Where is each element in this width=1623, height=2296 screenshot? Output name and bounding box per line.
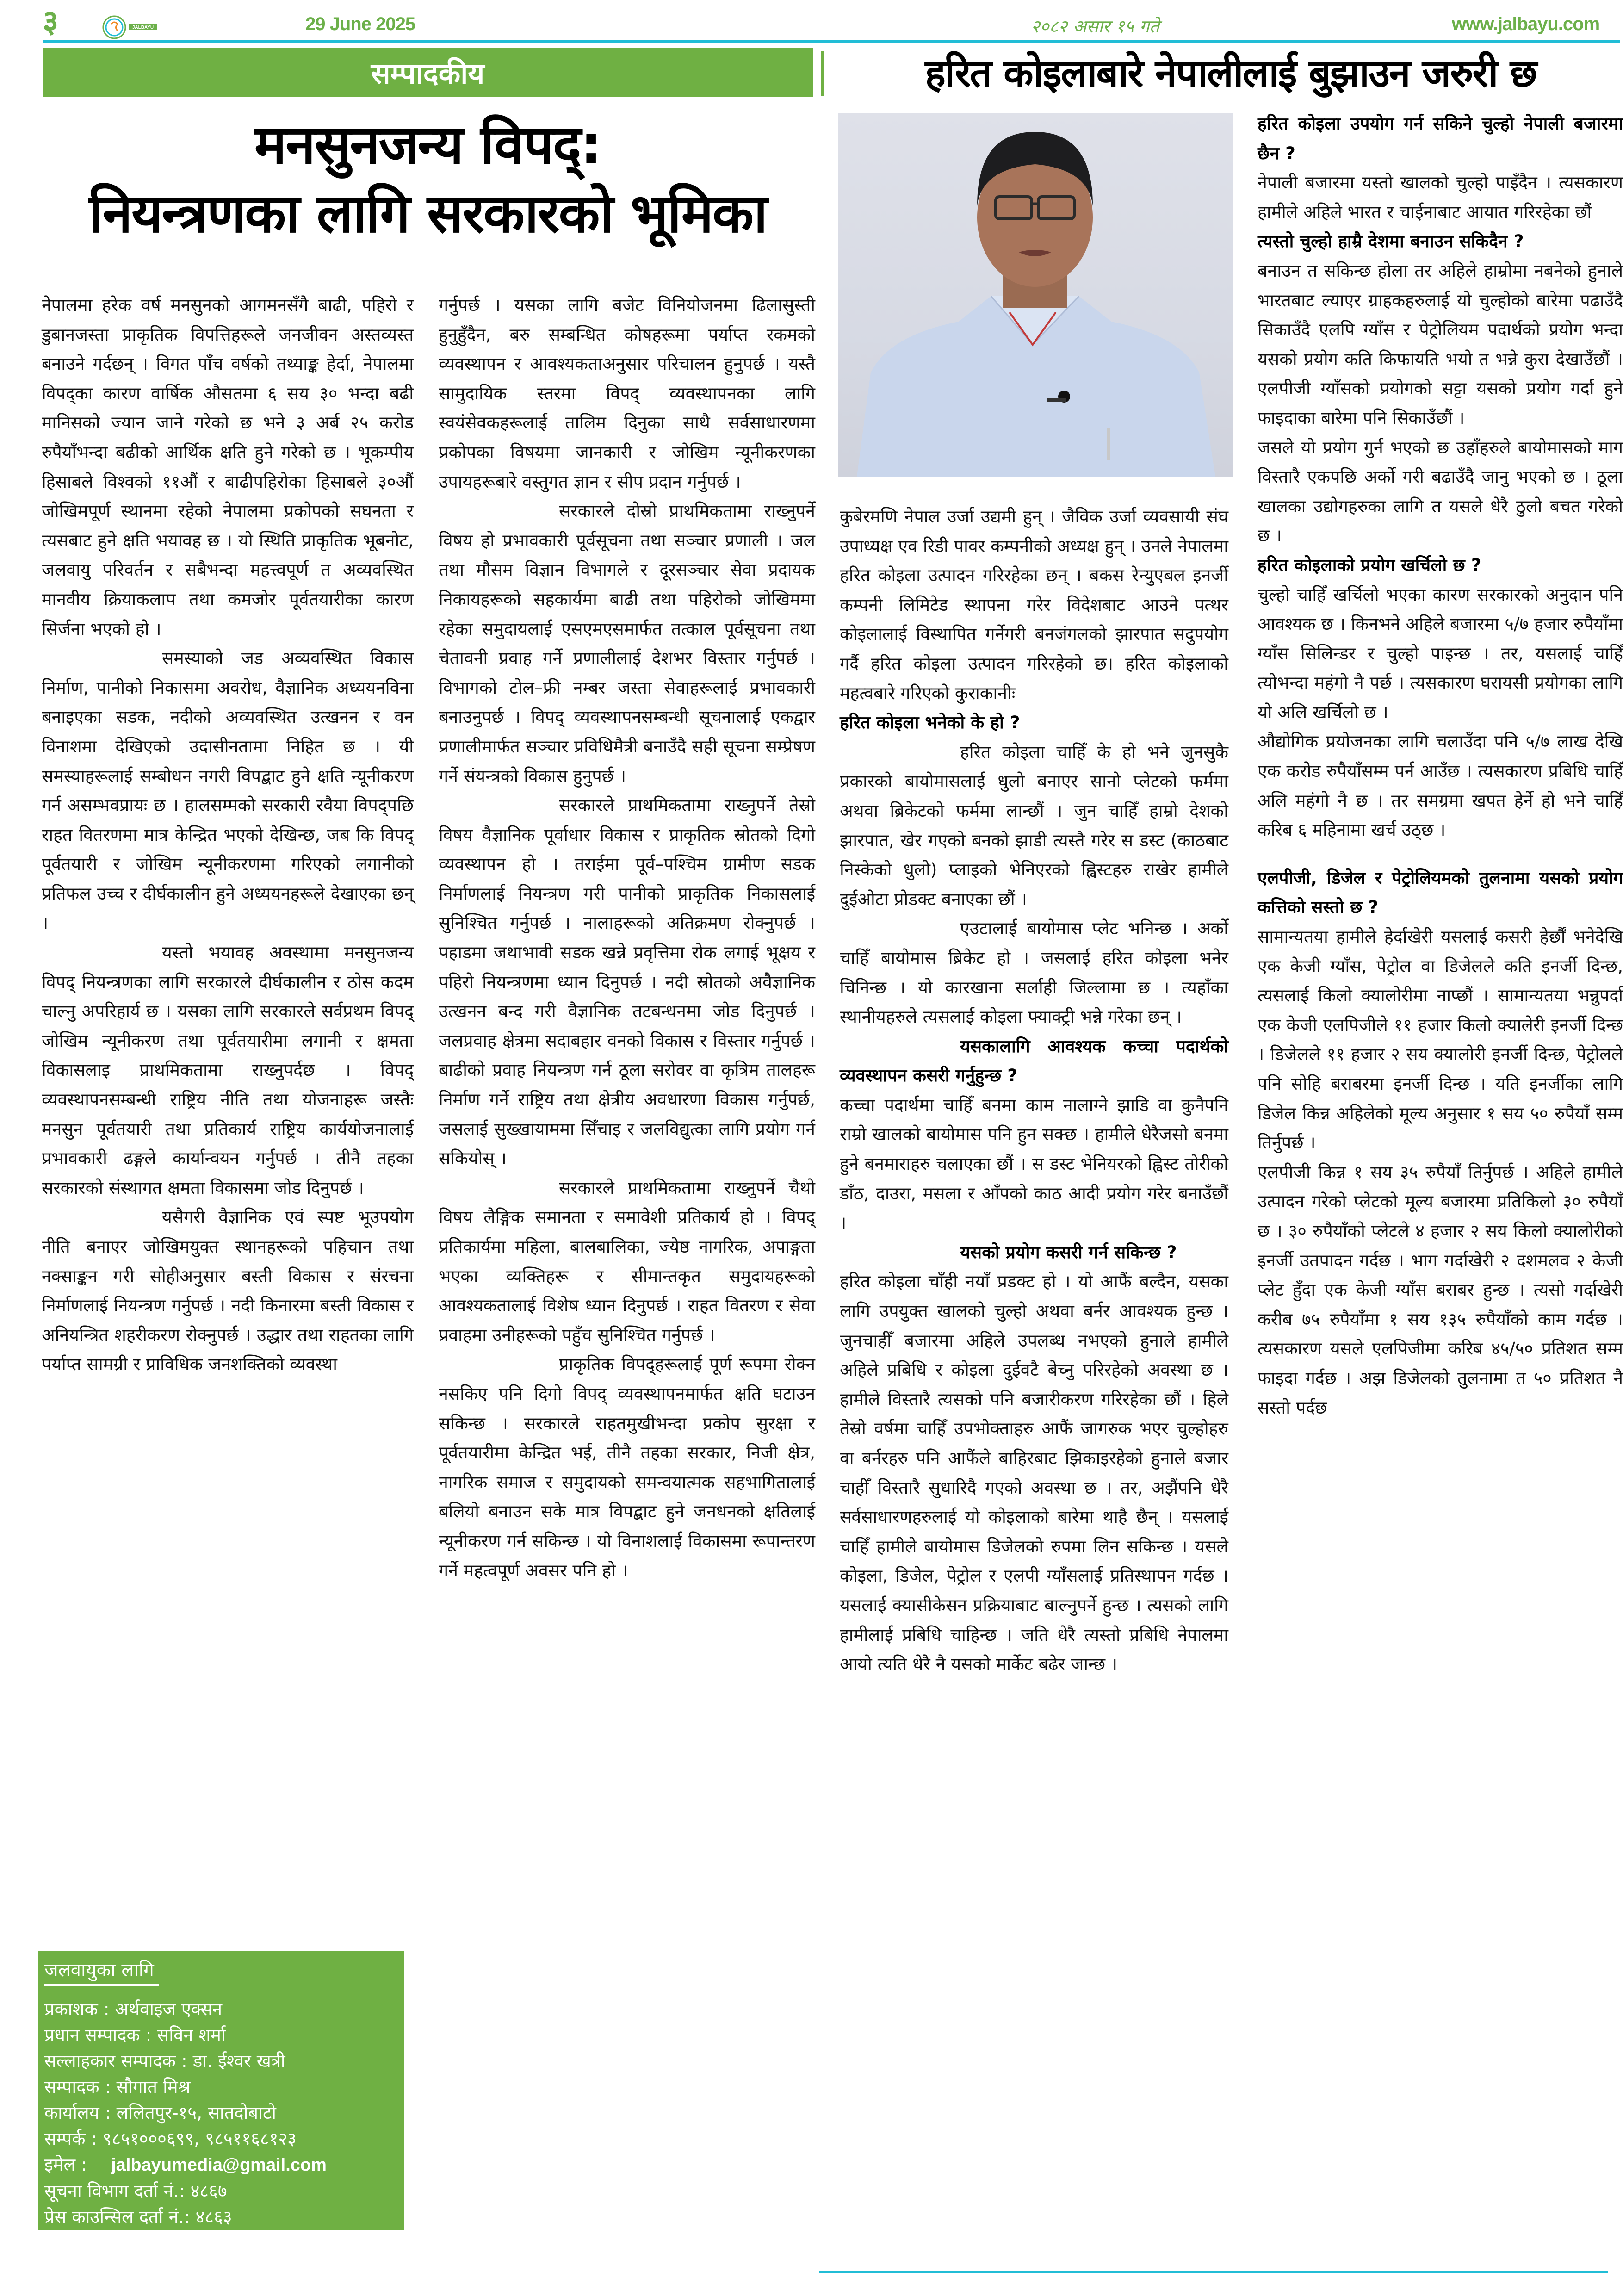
question: यसकालागि आवश्यक कच्चा पदार्थको व्यवस्थापन कसरी गर्नुहुन्छ ? bbox=[840, 1036, 1228, 1086]
answer-paragraph: चुल्हो चाहिँ खर्चिलो भएका कारण सरकारको अनुदान पनि आवश्यक छ । किनभने अहिले बजारमा ५/७ हजार रुपैयाँमा ग्याँस सिलिन्डर र चुल्हो पाइन्छ । तर, यसलाई चाहिँ त्योभन्दा महंगो नै पर्छ । त्यसकारण घरायसी प्रयोगका लागि यो अलि खर्चिलो छ । bbox=[1258, 584, 1623, 722]
paragraph: नेपालमा हरेक वर्ष मनसुनको आगमनसँगै बाढी, पहिरो र डुबानजस्ता प्राकृतिक विपत्तिहरूले जनजीवन अस्तव्यस्त बनाउने गर्दछन् । विगत पाँच वर्षको तथ्याङ्क हेर्दा, नेपालमा विपद्का कारण वार्षिक औसतमा ६ सय ३० भन्दा बढी मानिसको ज्यान जाने गरेको छ भने ३ अर्ब २५ करोड रुपैयाँभन्दा बढीको आर्थिक क्षति हुने गरेको छ । भूकम्पीय हिसाबले विश्वको ११औं र बाढीपहिरोका हिसाबले ३०औं जोखिमपूर्ण स्थानमा रहेको नेपालमा प्रकोपको सघनता र त्यसबाट हुने क्षति भयावह छ । यो स्थिति प्राकृतिक भूबनोट, जलवायु परिवर्तन र सबैभन्दा महत्त्वपूर्ण त अव्यवस्थित मानवीय क्रियाकलाप तथा कमजोर पूर्वतयारीका कारण सिर्जना भएको हो । bbox=[42, 295, 414, 639]
page-number: ३ bbox=[43, 4, 59, 39]
intro-paragraph: कुबेरमणि नेपाल उर्जा उद्यमी हुन् । जैविक उर्जा व्यवसायी संघ उपाध्यक्ष एव रिडी पावर कम्पनीको अध्यक्ष हुन् । उनले नेपालमा हरित कोइला उत्पादन गरिरहेका छन् । बकस रेन्युएबल इनर्जी कम्पनी लिमिटेड स्थापना गरेर विदेशबाट आउने पत्थर कोइलालाई विस्थापित गर्नेगरी बनजंगलको झारपात सदुपयोग गर्दै हरित कोइला उत्पादन गरिरहेको छ। हरित कोइलाको महत्वबारे गरिएको कुराकानीः bbox=[840, 506, 1228, 703]
office-line: कार्यालय : ललितपुर-१५, सातदोबाटो bbox=[44, 2103, 276, 2123]
editorial-column-2 bbox=[439, 291, 815, 1585]
masthead-credits bbox=[44, 1996, 401, 2230]
question: त्यस्तो चुल्हो हाम्रै देशमा बनाउन सकिदैन ? bbox=[1258, 231, 1524, 252]
editor-line: सम्पादक : सौगात मिश्र bbox=[44, 2077, 191, 2097]
question: हरित कोइला भनेको के हो ? bbox=[840, 712, 1020, 733]
answer-paragraph: औद्योगिक प्रयोजनका लागि चलाउँदा पनि ५/७ लाख देखि एक करोड रुपैयाँसम्म पर्न आउँछ । त्यसकारण प्रबिधि चाहिँ अलि महंगो नै छ । तर समग्रमा खपत हेर्ने हो भने चाहिँ करिब ६ महिनामा खर्च उठ्छ । bbox=[1258, 731, 1623, 840]
paragraph: सरकारले प्राथमिकतामा राख्नुपर्ने तेस्रो विषय वैज्ञानिक पूर्वाधार विकास र प्राकृतिक स्रोतको दिगो व्यवस्थापन हो । तराईमा पूर्व–पश्चिम ग्रामीण सडक निर्माणलाई नियन्त्रण गरी पानीको प्राकृतिक निकासलाई सुनिश्चित गर्नुपर्छ । नालाहरूको अतिक्रमण रोक्नुपर्छ । पहाडमा जथाभावी सडक खन्ने प्रवृत्तिमा रोक लगाई भूक्षय र पहिरो नियन्त्रणमा ध्यान दिनुपर्छ । नदी स्रोतको अवैज्ञानिक उत्खनन बन्द गरी वैज्ञानिक तटबन्धनमा जोड दिनुपर्छ । जलप्रवाह क्षेत्रमा सदाबहार वनको विकास र विस्तार गर्नुपर्छ । बाढीको प्रवाह नियन्त्रण गर्न ठूला सरोवर वा कृत्रिम तालहरू निर्माण गर्ने राष्ट्रिय तथा क्षेत्रीय अवधारणा विकास गर्नुपर्छ, जसलाई सुख्खायाममा सिँचाइ र जलविद्युत्का लागि प्रयोग गर्न सकियोस् । bbox=[439, 795, 815, 1169]
paragraph: यस्तो भयावह अवस्थामा मनसुनजन्य विपद् नियन्त्रणका लागि सरकारले दीर्घकालीन र ठोस कदम चाल्नु अपरिहार्य छ । यसका लागि सरकारले सर्वप्रथम विपद् जोखिम न्यूनीकरण तथा पूर्वतयारीमा लगानी र क्षमता विकासलाइ प्राथमिकतामा राख्नुपर्दछ । विपद् व्यवस्थापनसम्बन्धी राष्ट्रिय नीति तथा योजनाहरू जस्तैः मनसुन पूर्वतयारी तथा प्रतिकार्य राष्ट्रिय कार्ययोजनालाई प्रभावकारी ढङ्गले कार्यान्वयन गर्नुपर्छ । तीनै तहका सरकारको संस्थागत क्षमता विकासमा जोड दिनुपर्छ । bbox=[42, 942, 414, 1198]
column-divider bbox=[821, 51, 824, 96]
svg-text:JALBAYU: JALBAYU bbox=[132, 25, 154, 30]
answer-paragraph: हरित कोइला चाँही नयाँ प्रडक्ट हो । यो आफैं बल्दैन, यसका लागि उपयुक्त खालको चुल्हो अथवा बर्नर आवश्यक हुन्छ । जुनचाहीँ बजारमा अहिले उपलब्ध नभएको हुनाले हामीले अहिले प्रबिधि र कोइला दुईवटै बेच्नु परिरहेको अवस्था छ । हामीले विस्तारै त्यसको पनि बजारीकरण गरिरहेका छौं । हिले तेस्रो वर्षमा चाहिँ उपभोक्ताहरु आफैं जागरुक भएर चुल्होहरु वा बर्नरहरु पनि आफैंले बाहिरबाट झिकाइरहेको हुनाले बजार चाहीँ विस्तारै सुधारिदै गएको अवस्था छ । तर, अझैंपनि धेरै सर्वसाधारणहरुलाई यो कोइलाको बारेमा थाहै छैन् । यसलाई चाहिँ हामीले बायोमास डिजेलको रुपमा लिन सकिन्छ । यसले कोइला, डिजेल, पेट्रोल र एलपी ग्याँसलाई प्रतिस्थापन गर्दछ । यसलाई क्यासीकेसन प्रक्रियाबाट बाल्नुपर्ने हुन्छ । त्यसको लागि हामीलाई प्रबिधि चाहिन्छ । जति धेरै त्यस्तो प्रबिधि नेपालमा आयो त्यति धेरै नै यसको मार्केट बढेर जान्छ । bbox=[840, 1271, 1228, 1675]
email-label: इमेल : bbox=[44, 2154, 87, 2175]
paragraph: प्राकृतिक विपद्हरूलाई पूर्ण रूपमा रोक्न नसकिए पनि दिगो विपद् व्यवस्थापनमार्फत क्षति घटाउन सकिन्छ । सरकारले राहतमुखीभन्दा प्रकोप सुरक्षा र पूर्वतयारीमा केन्द्रित भई, तीनै तहका सरकार, निजी क्षेत्र, नागरिक समाज र समुदायको समन्वयात्मक सहभागितालाई बलियो बनाउन सके मात्र विपद्बाट हुने जनधनको क्षतिलाई न्यूनीकरण गर्न सकिन्छ । यो विनाशलाई विकासमा रूपान्तरण गर्ने महत्वपूर्ण अवसर पनि हो । bbox=[439, 1354, 815, 1581]
answer-paragraph: हरित कोइला चाहिँ के हो भने जुनसुकै प्रकारको बायोमासलाई धुलो बनाएर सानो प्लेटको फर्ममा अथवा ब्रिकेटको फर्ममा लान्छौं । जुन चाहिँ हाम्रो देशको झारपात, खेर गएको बनको झाडी त्यस्तै गरेर स डस्ट (काठबाट निस्केको धुलो) प्लाइको भेनिएरको ह्विस्टहरु राखेर हामीले दुईओटा प्रोडक्ट बनाएका छौं । bbox=[840, 741, 1228, 909]
interview-column-1 bbox=[840, 502, 1228, 1679]
paragraph: यसैगरी वैज्ञानिक एवं स्पष्ट भूउपयोग नीति बनाएर जोखिमयुक्त स्थानहरूको पहिचान तथा नक्साङ्कन गरी सोहीअनुसार बस्ती विकास र संरचना निर्माणलाई नियन्त्रण गर्नुपर्छ । नदी किनारमा बस्ती विकास र अनियन्त्रित शहरीकरण रोक्नुपर्छ । उद्धार तथा राहतका लागि पर्याप्त सामग्री र प्राविधिक जनशक्तिको व्यवस्था bbox=[42, 1207, 414, 1375]
answer-paragraph: नेपाली बजारमा यस्तो खालको चुल्हो पाइँदैन । त्यसकारण हामीले अहिले भारत र चाईनाबाट आयात गरिरहेका छौं bbox=[1258, 172, 1623, 222]
editorial-headline bbox=[43, 111, 813, 248]
masthead-title: जलवायुका लागि bbox=[44, 1956, 159, 1986]
header-divider bbox=[43, 40, 1620, 43]
answer-paragraph: एलपीजी किन्न १ सय ३५ रुपैयाँ तिर्नुपर्छ । अहिले हामीले उत्पादन गरेको प्लेटको मूल्य बजारमा प्रतिकिलो ३० रुपैयाँ छ । ३० रुपैयाँको प्लेटले ४ हजार २ सय किलो क्यालोरीको इनर्जी उतपादन गर्दछ । भाग गर्दाखेरी २ दशमलव २ केजी प्लेट हुँदा एक केजी ग्याँस बराबर हुन्छ । त्यसो गर्दाखेरी करीब ७५ रुपैयाँमा १ सय १३५ रुपैयाँको काम गर्दछ । त्यसकारण यसले एलपिजीमा करिब ४५/५० प्रतिशत सम्म फाइदा गर्दछ । अझ डिजेलको तुलनामा त ५० प्रतिशत नै सस्तो पर्दछ bbox=[1258, 1161, 1623, 1418]
logo-icon bbox=[102, 15, 162, 40]
email-line bbox=[44, 2152, 401, 2178]
paragraph: गर्नुपर्छ । यसका लागि बजेट विनियोजनमा ढिलासुस्ती हुनुहुँदैन, बरु सम्बन्धित कोषहरूमा पर्याप्त रकमको व्यवस्थापन र आवश्यकताअनुसार परिचालन हुनुपर्छ । यस्तै सामुदायिक स्तरमा विपद् व्यवस्थापनका लागि स्वयंसेवकहरूलाई तालिम दिनुका साथै सर्वसाधारणमा प्रकोपका विषयमा जानकारी र जोखिम न्यूनीकरणका उपायहरूबारे वस्तुगत ज्ञान र सीप प्रदान गर्नुपर्छ । bbox=[439, 295, 815, 492]
paragraph: समस्याको जड अव्यवस्थित विकास निर्माण, पानीको निकासमा अवरोध, वैज्ञानिक अध्ययनविना बनाइएका सडक, नदीको अव्यवस्थित उत्खनन र वन विनाशमा देखिएको उदासीनतामा निहित छ । यी समस्याहरूलाई सम्बोधन नगरी विपद्बाट हुने क्षति न्यूनीकरण गर्न असम्भवप्रायः छ । हालसम्मको सरकारी रवैया विपद्पछि राहत वितरणमा मात्र केन्द्रित भएको देखिन्छ, जब कि विपद् पूर्वतयारी र जोखिम न्यूनीकरणमा गरिएको लगानीको प्रतिफल उच्च र दीर्घकालीन हुने अध्ययनहरूले देखाएका छन् । bbox=[42, 648, 414, 933]
question: हरित कोइलाको प्रयोग खर्चिलो छ ? bbox=[1258, 554, 1481, 575]
answer-paragraph: सामान्यतया हामीले हेर्दाखेरी यसलाई कसरी हेर्छौं भनेदेखि एक केजी ग्याँस, पेट्रोल वा डिजेलले कति इनर्जी दिन्छ, त्यसलाई किलो क्यालोरीमा नाप्छौं । सामान्यतया भन्नुपर्दा एक केजी एलपिजीले ११ हजार किलो क्यालेरी इनर्जी दिन्छ । डिजेलले ११ हजार २ सय क्यालोरी इनर्जी दिन्छ, पेट्रोलले पनि सोहि बराबरमा इनर्जी दिन्छ । यति इनर्जीका लागि डिजेल किन्न अहिलेको मूल्य अनुसार १ सय ५० रुपैयाँ सम्म तिर्नुपर्छ । bbox=[1258, 926, 1623, 1153]
spacer bbox=[1258, 845, 1623, 863]
email-link[interactable]: jalbayumedia@gmail.com bbox=[111, 2155, 327, 2175]
press-council-registration-line: प्रेस काउन्सिल दर्ता नं.: ४८६३ bbox=[44, 2207, 232, 2227]
contact-line: सम्पर्क : ९८५१०००६९९, ९८५११६८१२३ bbox=[44, 2128, 297, 2149]
interviewee-photo bbox=[838, 113, 1233, 477]
jalbayu-logo bbox=[102, 15, 162, 38]
headline-line-2: नियन्त्रणका लागि सरकारको भूमिका bbox=[88, 182, 767, 245]
publisher-line: प्रकाशक : अर्थवाइज एक्सन bbox=[44, 1999, 223, 2019]
section-label: सम्पादकीय bbox=[371, 56, 485, 90]
question: हरित कोइला उपयोग गर्न सकिने चुल्हो नेपाली बजारमा छैन ? bbox=[1258, 113, 1623, 163]
chief-editor-line: प्रधान सम्पादक : सविन शर्मा bbox=[44, 2025, 226, 2045]
answer-paragraph: जसले यो प्रयोग गुर्न भएको छ उहाँहरुले बायोमासको माग विस्तारै एकपछि अर्को गरी बढाउँदै जानु भएको छ । ठूला खालका उद्योगहरुका लागि त यसले धेरै ठुलो बचत गरेको छ । bbox=[1258, 437, 1623, 546]
editorial-section-banner bbox=[43, 48, 813, 97]
footer-divider bbox=[819, 2271, 1608, 2273]
interview-headline: हरित कोइलाबारे नेपालीलाई बुझाउन जरुरी छ bbox=[925, 50, 1536, 96]
person-portrait-icon bbox=[838, 113, 1233, 477]
masthead-box bbox=[38, 1951, 404, 2230]
date-english: 29 June 2025 bbox=[305, 14, 415, 34]
answer-paragraph: बनाउन त सकिन्छ होला तर अहिले हाम्रोमा नबनेको हुनाले भारतबाट ल्याएर ग्राहकहरुलाई यो चुल्होको बारेमा पढाउँदै सिकाउँदै एलपि ग्याँस र पेट्रोलियम पदार्थको प्रयोग भन्दा यसको प्रयोग कति किफायति भयो त भन्ने कुरा देखाउँछौं । एलपीजी ग्याँसको प्रयोगको सट्टा यसको प्रयोग गर्दा हुने फाइदाका बारेमा पनि सिकाउँछौं । bbox=[1258, 260, 1623, 428]
headline-line-1: मनसुनजन्य विपद्: bbox=[254, 114, 601, 176]
answer-paragraph: कच्चा पदार्थमा चाहिँ बनमा काम नालाग्ने झाडि वा कुनैपनि राम्रो खालको बायोमास पनि हुन सक्छ । हामीले धेरैजसो बनमा हुने बनमाराहरु चलाएका छौं । स डस्ट भेनियरको ह्विस्ट तोरीको डाँठ, दाउरा, मसला र आँपको काठ आदी प्रयोग गरेर बनाउँछौं । bbox=[840, 1094, 1228, 1233]
date-nepali: २०८२ असार १५ गते bbox=[1031, 16, 1159, 37]
paragraph: सरकारले दोस्रो प्राथमिकतामा राख्नुपर्ने विषय हो प्रभावकारी पूर्वसूचना तथा सञ्चार प्रणाली । जल तथा मौसम विज्ञान विभागले र दूरसञ्चार सेवा प्रदायक निकायहरूको सहकार्यमा बाढी तथा पहिरोको जोखिममा रहेका समुदायलाई एसएमएसमार्फत तत्काल पूर्वसूचना तथा चेतावनी प्रवाह गर्ने प्रणालीलाई देशभर विस्तार गर्नुपर्छ । विभागको टोल–फ्री नम्बर जस्ता सेवाहरूलाई प्रभावकारी बनाउनुपर्छ । विपद् व्यवस्थापनसम्बन्धी सूचनालाई एकद्वार प्रणालीमार्फत सञ्चार प्रविधिमैत्री बनाउँदै सही सूचना सम्प्रेषण गर्ने संयन्त्रको विकास हुनुपर्छ । bbox=[439, 501, 815, 786]
editorial-column-1 bbox=[42, 291, 414, 1379]
answer-paragraph: एउटालाई बायोमास प्लेट भनिन्छ । अर्को चाहिँ बायोमास ब्रिकेट हो । जसलाई हरित कोइला भनेर चिनिन्छ । यो कारखाना सर्लाही जिल्लामा छ । त्यहाँका स्थानीयहरुले त्यसलाई कोइला फ्याक्ट्री भन्ने गरेका छन् । bbox=[840, 918, 1228, 1027]
advisory-editor-line: सल्लाहकार सम्पादक : डा. ईश्वर खत्री bbox=[44, 2051, 285, 2071]
question: एलपीजी, डिजेल र पेट्रोलियमको तुलनामा यसको प्रयोग कत्तिको सस्तो छ ? bbox=[1258, 867, 1623, 918]
info-dept-registration-line: सूचना विभाग दर्ता नं.: ४८६७ bbox=[44, 2181, 227, 2201]
interview-column-2 bbox=[1258, 109, 1623, 1422]
paragraph: सरकारले प्राथमिकतामा राख्नुपर्ने चैथो विषय लैङ्गिक समानता र समावेशी प्रतिकार्य हो । विपद् प्रतिकार्यमा महिला, बालबालिका, ज्येष्ठ नागरिक, अपाङ्गता भएका व्यक्तिहरू र सीमान्तकृत समुदायहरूको आवश्यकतालाई विशेष ध्यान दिनुपर्छ । राहत वितरण र सेवा प्रवाहमा उनीहरूको पहुँच सुनिश्चित गर्नुपर्छ । bbox=[439, 1177, 815, 1345]
website-link[interactable]: www.jalbayu.com bbox=[1452, 14, 1600, 34]
question: यसको प्रयोग कसरी गर्न सकिन्छ ? bbox=[960, 1241, 1177, 1262]
